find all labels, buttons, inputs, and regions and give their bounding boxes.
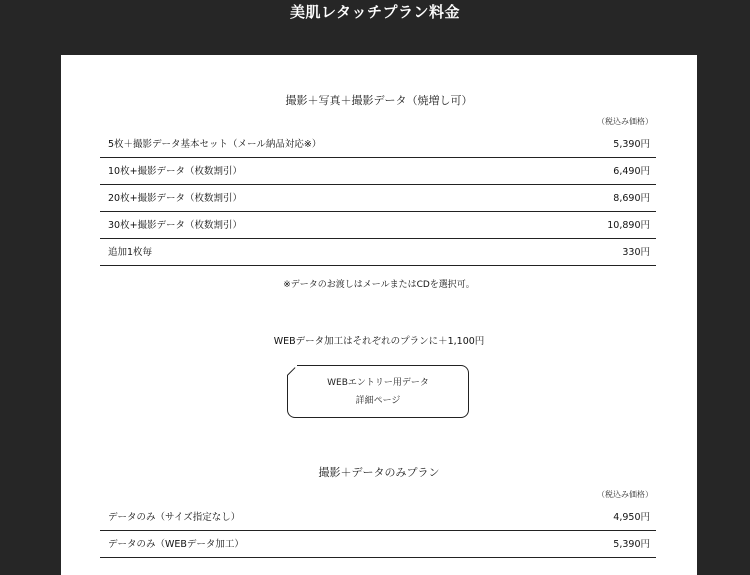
row-price: 330円: [622, 247, 650, 258]
web-entry-detail-link[interactable]: [287, 365, 469, 418]
table-row: [100, 185, 656, 212]
row-name: 追加1枚毎: [108, 247, 153, 258]
row-price: 6,490円: [613, 166, 650, 177]
price-table-photo-plan: [100, 131, 656, 266]
row-price: 5,390円: [613, 539, 650, 550]
row-price: 10,890円: [607, 220, 650, 231]
section-title-data-plan: 撮影＋データのみプラン: [318, 466, 440, 479]
link-line-1: WEBエントリー用データ: [327, 378, 429, 388]
link-line-2: 詳細ページ: [355, 396, 401, 406]
delivery-note: ※データのお渡しはメールまたはCDを選択可。: [283, 280, 475, 290]
row-name: 20枚+撮影データ（枚数割引）: [108, 193, 243, 204]
table-row: [100, 504, 656, 531]
table-row: [100, 158, 656, 185]
table-row: [100, 531, 656, 558]
row-name: 30枚+撮影データ（枚数割引）: [108, 220, 243, 231]
price-card: [61, 55, 697, 575]
row-name: 5枚＋撮影データ基本セット（メール納品対応※）: [108, 139, 322, 150]
table-row: [100, 131, 656, 158]
tax-note: （税込み価格）: [597, 490, 653, 499]
row-name: 10枚+撮影データ（枚数割引）: [108, 166, 243, 177]
table-row: [100, 239, 656, 266]
row-price: 4,950円: [613, 512, 650, 523]
tax-note: （税込み価格）: [597, 117, 653, 126]
row-price: 5,390円: [613, 139, 650, 150]
row-price: 8,690円: [613, 193, 650, 204]
section-title-photo-plan: 撮影＋写真＋撮影データ（焼増し可）: [285, 94, 473, 107]
row-name: データのみ（WEBデータ加工）: [108, 539, 244, 550]
web-processing-note: WEBデータ加工はそれぞれのプランに＋1,100円: [273, 336, 485, 347]
row-name: データのみ（サイズ指定なし）: [108, 512, 241, 523]
price-table-data-plan: [100, 504, 656, 558]
page-title: 美肌レタッチプラン料金: [290, 3, 460, 21]
table-row: [100, 212, 656, 239]
